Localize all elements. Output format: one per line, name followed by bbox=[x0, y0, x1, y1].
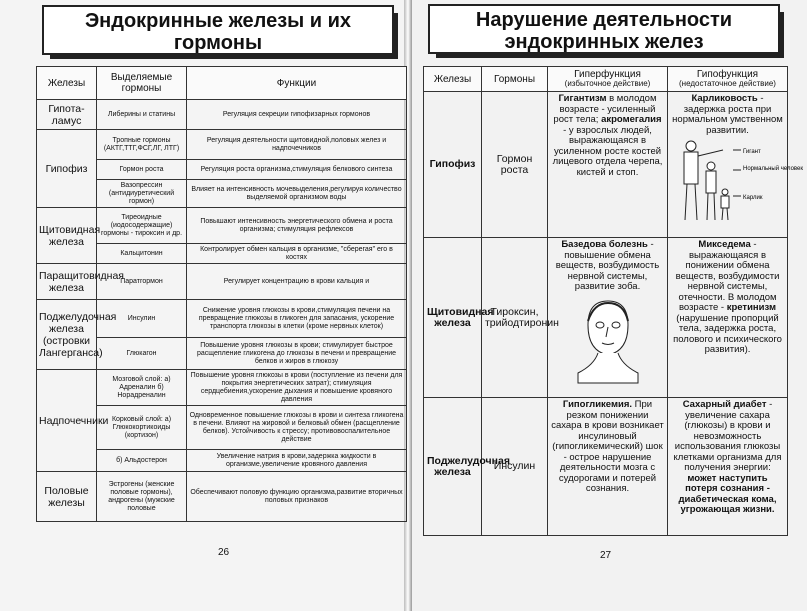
table-row bbox=[37, 130, 407, 160]
label-giant: Гигант bbox=[743, 149, 761, 155]
hormone-cell: Инсулин bbox=[482, 398, 548, 536]
function-cell: Регулирует концентрацию в крови кальция и bbox=[187, 264, 407, 300]
table-row bbox=[37, 300, 407, 338]
function-cell: Регуляция секреции гипофизарных гормонов bbox=[187, 100, 407, 130]
label-dwarf: Карлик bbox=[743, 195, 763, 201]
table-row bbox=[37, 208, 407, 244]
header-glands: Железы bbox=[424, 67, 482, 92]
hormone-cell: Либерины и статины bbox=[97, 100, 187, 130]
gland-cell: Гипофиз bbox=[424, 92, 482, 238]
hyperfunction-cell bbox=[548, 238, 668, 398]
hormone-cell: Корковый слой: а) Глюкокортикоиды (кортизон) bbox=[97, 406, 187, 450]
hyper-label: Гиперфункция bbox=[574, 69, 641, 80]
function-cell: Влияет на интенсивность мочевыделения,регулируя количество выделяемой организмом воды bbox=[187, 180, 407, 208]
hormone-cell: Инсулин bbox=[97, 300, 187, 338]
dwarf-head-icon bbox=[722, 189, 728, 195]
acromegaly-desc: - у взрослых людей, выражающаяся в усиленном росте костей лицевого отдела черепа, кистей и стоп. bbox=[552, 124, 663, 178]
hypoglycemia-term: Гипогликемия. bbox=[562, 399, 633, 410]
myxedema-desc: - выражающаяся в понижении обмена веществ, возбудимости нервной системы, отечности. В молодом возрасте - bbox=[675, 239, 780, 313]
hypoglycemia-desc: При резком понижении сахара в крови возникает инсулиновый (гипогликемический) шок - острое нарушение деятельности мозга с судорогами и потерей сознания. bbox=[551, 399, 664, 494]
header-hormones: Гормоны bbox=[482, 67, 548, 92]
giant-arm-icon bbox=[698, 150, 723, 156]
acromegaly-term: акромегалия bbox=[601, 114, 662, 125]
hormone-cell: Глюкагон bbox=[97, 338, 187, 370]
hormone-cell: Вазопрессин (антидиуретический гормон) bbox=[97, 180, 187, 208]
hormone-cell: б) Альдостерон bbox=[97, 450, 187, 472]
function-cell: Регуляция деятельности щитовидной,половых желез и надпочечников bbox=[187, 130, 407, 160]
dwarfism-desc: - задержка роста при нормальном умственном развитии. bbox=[672, 93, 783, 136]
hormone-cell: Мозговой слой: а) Адреналин б) Норадреналин bbox=[97, 370, 187, 406]
header-hyperfunction bbox=[548, 67, 668, 92]
header-hypofunction bbox=[668, 67, 788, 92]
left-title-line1: Эндокринные железы и их bbox=[84, 10, 352, 32]
hormone-cell: Тиреоидные (иодосодержащие) гормоны - тироксин и др. bbox=[97, 208, 187, 244]
header-hormones: Выделяемые гормоны bbox=[97, 67, 187, 100]
table-row bbox=[37, 264, 407, 300]
endocrine-disorders-table bbox=[423, 66, 803, 536]
gland-cell: Надпочечники bbox=[37, 370, 97, 472]
right-page-title bbox=[428, 4, 780, 54]
function-cell: Регуляция роста организма,стимуляция белкового синтеза bbox=[187, 160, 407, 180]
gland-cell: Поджелудочная железа (островки Лангерганса) bbox=[37, 300, 97, 370]
function-cell: Контролирует обмен кальция в организме, "сберегая" его в костях bbox=[187, 244, 407, 264]
table-row bbox=[424, 238, 788, 398]
header-functions: Функции bbox=[187, 67, 407, 100]
page-number-left: 26 bbox=[218, 547, 230, 558]
hormone-cell: Гормон роста bbox=[482, 92, 548, 238]
function-cell: Повышают интенсивность энергетического обмена и роста организма; стимуляция рефлексов bbox=[187, 208, 407, 244]
table-row bbox=[37, 370, 407, 406]
gland-cell: Гипота-ламус bbox=[37, 100, 97, 130]
hyper-sublabel: (избыточное действие) bbox=[564, 79, 651, 88]
giant-head-icon bbox=[686, 141, 696, 151]
table-row bbox=[424, 398, 788, 536]
label-normal: Нормальный человек bbox=[743, 166, 803, 172]
hormone-cell: Кальцитонин bbox=[97, 244, 187, 264]
height-comparison-illustration bbox=[671, 138, 803, 222]
myxedema-term: Микседема bbox=[698, 239, 751, 250]
neck-shoulders-icon bbox=[578, 353, 638, 383]
hormone-cell: Тироксин, трийодтиронин bbox=[482, 238, 548, 398]
function-cell: Увеличение натрия в крови,задержка жидкости в организме,увеличение кровяного давления bbox=[187, 450, 407, 472]
gland-cell: Паращитовидная железа bbox=[37, 264, 97, 300]
function-cell: Повышение уровня глюкозы в крови; стимулирует быстрое расщепление гликогена до глюкозы в печени и превращение белков и жиров в глюкозу bbox=[187, 338, 407, 370]
face-illustration bbox=[568, 295, 648, 383]
hypofunction-cell bbox=[668, 238, 788, 398]
table-row bbox=[424, 92, 788, 238]
left-title-line2: гормоны bbox=[173, 32, 263, 54]
function-cell: Снижение уровня глюкозы в крови,стимуляция печени на превращение глюкозы в гликоген для запасания, ускорение транспорта глюкозы в клетки (кроме нервных клеток) bbox=[187, 300, 407, 338]
table-header-row bbox=[37, 67, 407, 100]
table-row bbox=[37, 472, 407, 522]
gland-cell: Щитовидная железа bbox=[37, 208, 97, 264]
dwarfism-term: Карликовость bbox=[691, 93, 758, 104]
function-cell: Обеспечивают половую функцию организма,развитие вторичных половых признаков bbox=[187, 472, 407, 522]
gigantism-term: Гигантизм bbox=[558, 93, 607, 104]
function-cell: Одновременное повышение глюкозы в крови и синтеза гликогена в печени. Влияют на жировой и белковый обмен (расщепление белков). Устойчивость к стрессу; противовоспалительное действие bbox=[187, 406, 407, 450]
right-title-line2: эндокринных желез bbox=[504, 31, 704, 53]
diabetes-coma-desc: может наступить потеря сознания - диабетическая кома, угрожающая жизни. bbox=[678, 472, 777, 515]
normal-head-icon bbox=[707, 162, 715, 170]
table-header-row bbox=[424, 67, 788, 92]
hyperfunction-cell bbox=[548, 92, 668, 238]
endocrine-glands-table bbox=[36, 66, 407, 522]
hypofunction-cell bbox=[668, 92, 803, 238]
graves-disease-term: Базедова болезнь bbox=[561, 239, 648, 250]
hyperfunction-cell bbox=[548, 398, 668, 536]
diabetes-desc: - увеличение сахара (глюкозы) в крови и невозможность использования глюкозы клетками организма для получения энергии: bbox=[673, 399, 782, 473]
hormone-cell: Паратгормон bbox=[97, 264, 187, 300]
table-row bbox=[37, 100, 407, 130]
hypo-label: Гипофункция bbox=[696, 69, 759, 80]
gland-cell: Гипофиз bbox=[37, 130, 97, 208]
gigantism-desc: в молодом возрасте - усиленный рост тела; bbox=[553, 93, 657, 125]
hypo-sublabel: (недостаточное действие) bbox=[679, 79, 776, 88]
gland-cell: Половые железы bbox=[37, 472, 97, 522]
right-title-line1: Нарушение деятельности bbox=[475, 9, 733, 31]
diabetes-term: Сахарный диабет bbox=[682, 399, 767, 410]
hypofunction-cell bbox=[668, 398, 788, 536]
hormone-cell: Тропные гормоны (АКТГ,ТТГ,ФСГ,ЛГ, ЛТГ) bbox=[97, 130, 187, 160]
left-page-title bbox=[42, 5, 394, 55]
header-glands: Железы bbox=[37, 67, 97, 100]
cretinism-term: кретинизм bbox=[726, 302, 777, 313]
hormone-cell: Эстрогены (женские половые гормоны), андрогены (мужские половые bbox=[97, 472, 187, 522]
giant-body-icon bbox=[684, 152, 698, 184]
page-number-right: 27 bbox=[600, 550, 612, 561]
gland-cell: Поджелудочная железа bbox=[424, 398, 482, 536]
graves-disease-desc: - повышение обмена веществ, возбудимость нервной системы, развитие зоба. bbox=[555, 239, 660, 292]
function-cell: Повышение уровня глюкозы в крови (поступление из печени для покрытия энергетических затрат); стимуляция сердцебиения,ускорение дыхания и повышение кровяного давления bbox=[187, 370, 407, 406]
cretinism-desc: (нарушение пропорций тела, задержка роста, полового и психического развития). bbox=[673, 312, 782, 355]
hormone-cell: Гормон роста bbox=[97, 160, 187, 180]
gland-cell: Щитовидная железа bbox=[424, 238, 482, 398]
